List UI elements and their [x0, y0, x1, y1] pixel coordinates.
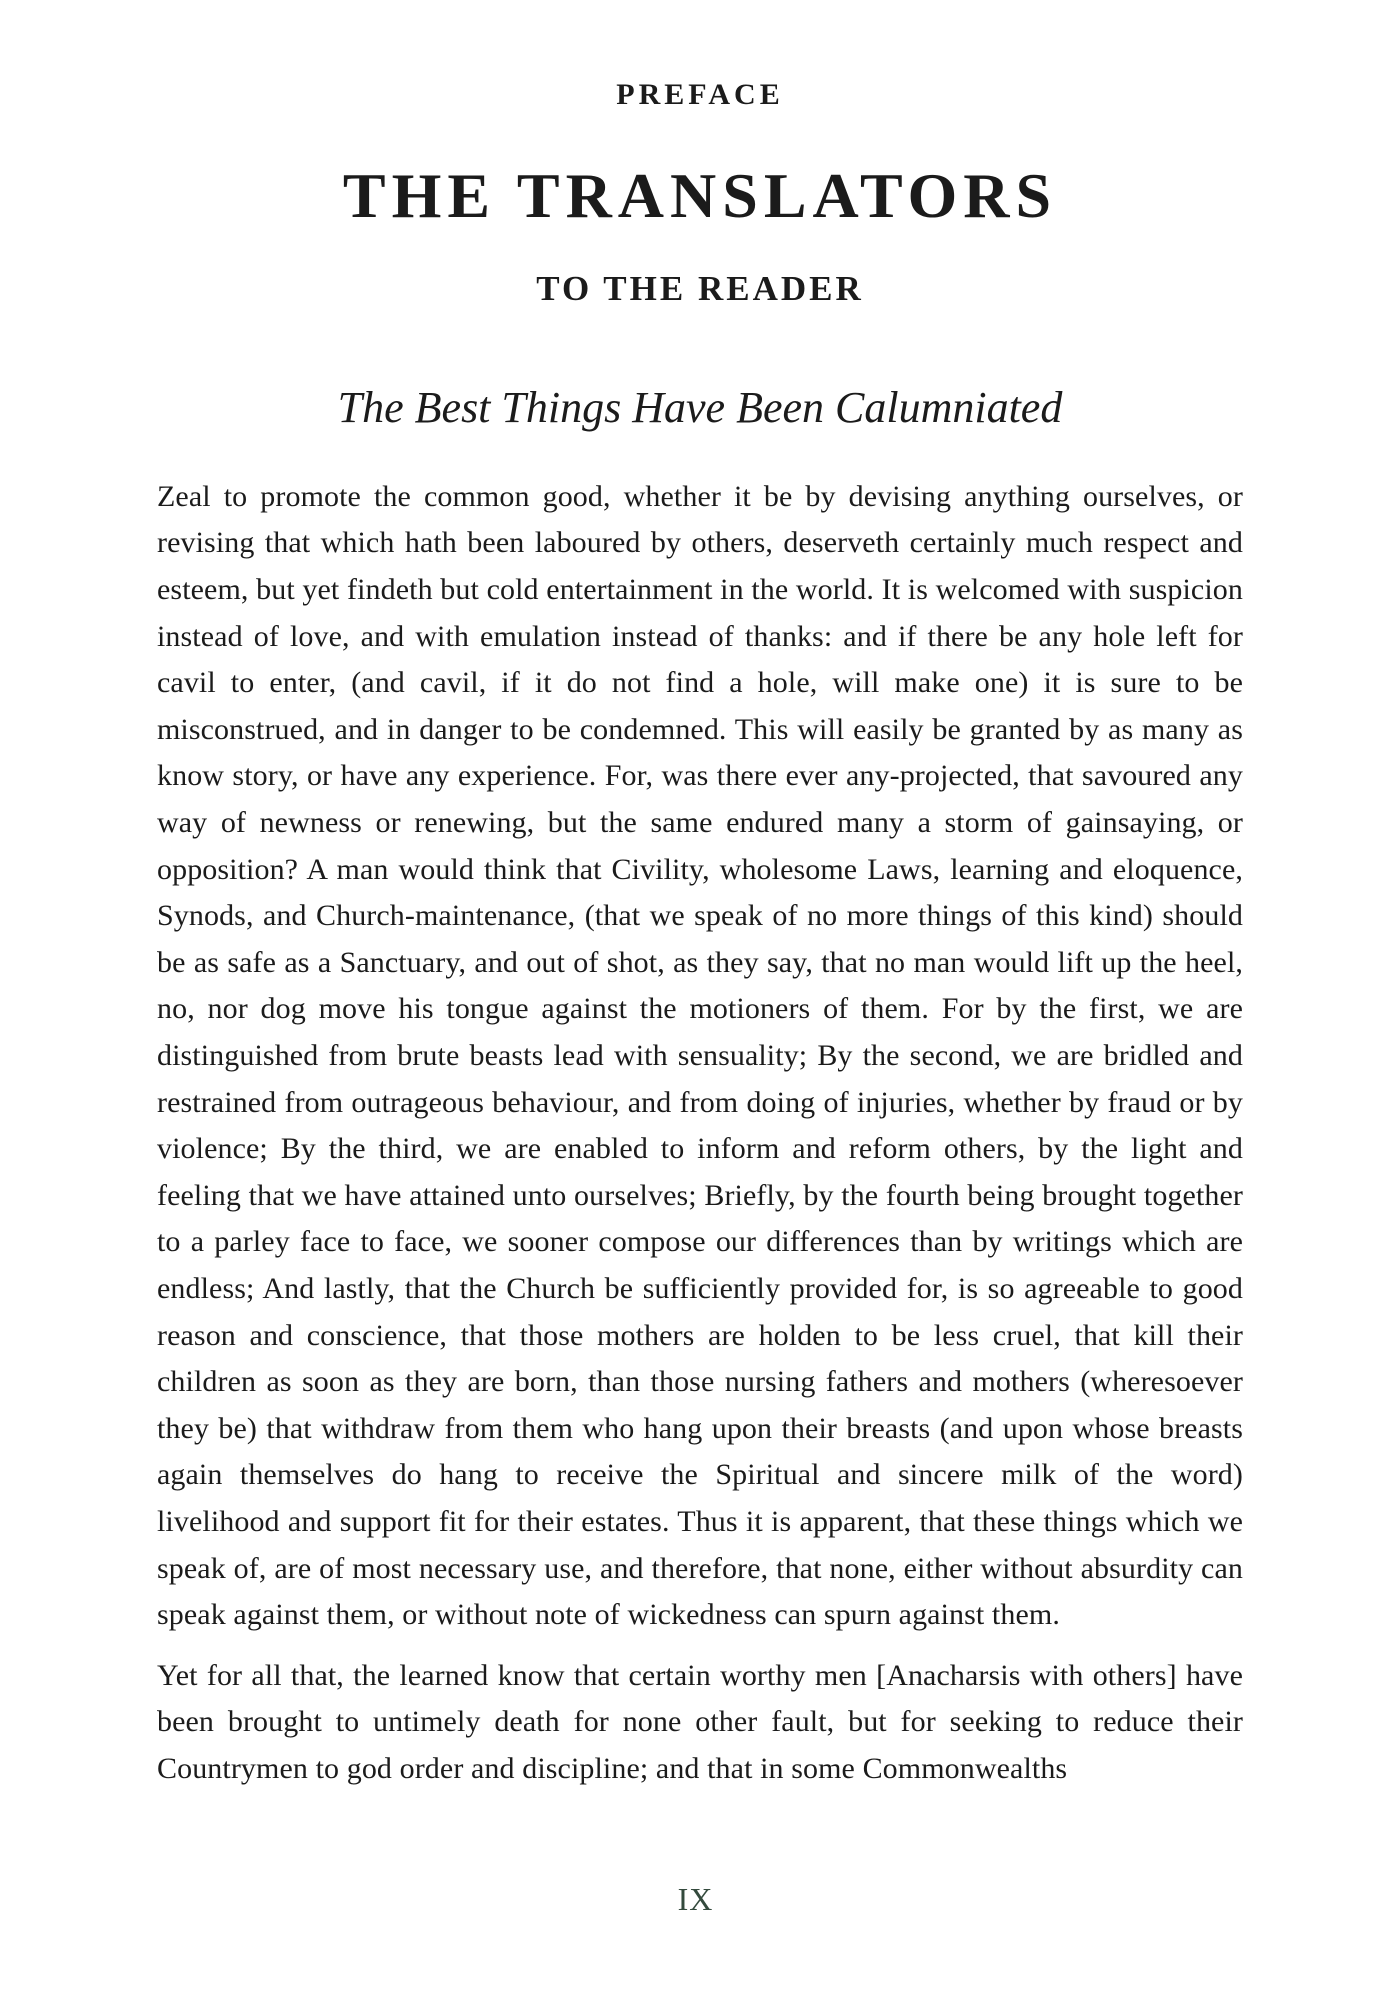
preface-kicker: PREFACE [616, 78, 784, 111]
page-number: IX [677, 1881, 714, 1917]
paragraph: Yet for all that, the learned know that certain worthy men [Anacharsis with others] have been brought to untimely death for none other fault, but for seeking to reduce their Countrymen to god order and discipline; and that in some Commonwealths [157, 1658, 1243, 1785]
body-text [157, 474, 1243, 1793]
page-title-subtitle: TO THE READER [536, 268, 864, 308]
section-heading: The Best Things Have Been Calumniated [337, 382, 1063, 432]
page-title: THE TRANSLATORS [342, 160, 1058, 231]
page-content [157, 0, 1243, 1793]
paragraph: Zeal to promote the common good, whether it be by devising anything ourselves, or revising that which hath been laboured by others, deserveth certainly much respect and esteem, but yet findeth but cold entertainment in the world. It is welcomed with suspicion instead of love, and with emulation instead of thanks: and if there be any hole left for cavil to enter, (and cavil, if it do not find a hole, will make one) it is sure to be misconstrued, and in danger to be condemned. This will easily be granted by as many as know story, or have any experience. For, was there ever any-projected, that savoured any way of newness or renewing, but the same endured many a storm of gainsaying, or opposition? A man would think that Civility, wholesome Laws, learning and eloquence, Synods, and Church-maintenance, (that we speak of no more things of this kind) should be as safe as a Sanctuary, and out of shot, as they say, that no man would lift up the heel, no, nor dog move his tongue against the motioners of them. For by the first, we are distinguished from brute beasts lead with sensuality; By the second, we are bridled and restrained from outrageous behaviour, and from doing of injuries, whether by fraud or by violence; By the third, we are enabled to inform and reform others, by the light and feeling that we have attained unto ourselves; Briefly, by the fourth being brought together to a parley face to face, we sooner compose our differences than by writings which are endless; And lastly, that the Church be sufficiently provided for, is so agreeable to good reason and conscience, that those mothers are holden to be less cruel, that kill their children as soon as they are born, than those nursing fathers and mothers (wheresoever they be) that withdraw from them who hang upon their breasts (and upon whose breasts again themselves do hang to receive the Spiritual and sincere milk of the word) livelihood and support fit for their estates. Thus it is apparent, that these things which we speak of, are of most necessary use, and therefore, that none, either without absurdity can speak against them, or without note of wickedness can spurn against them. [157, 479, 1243, 1632]
